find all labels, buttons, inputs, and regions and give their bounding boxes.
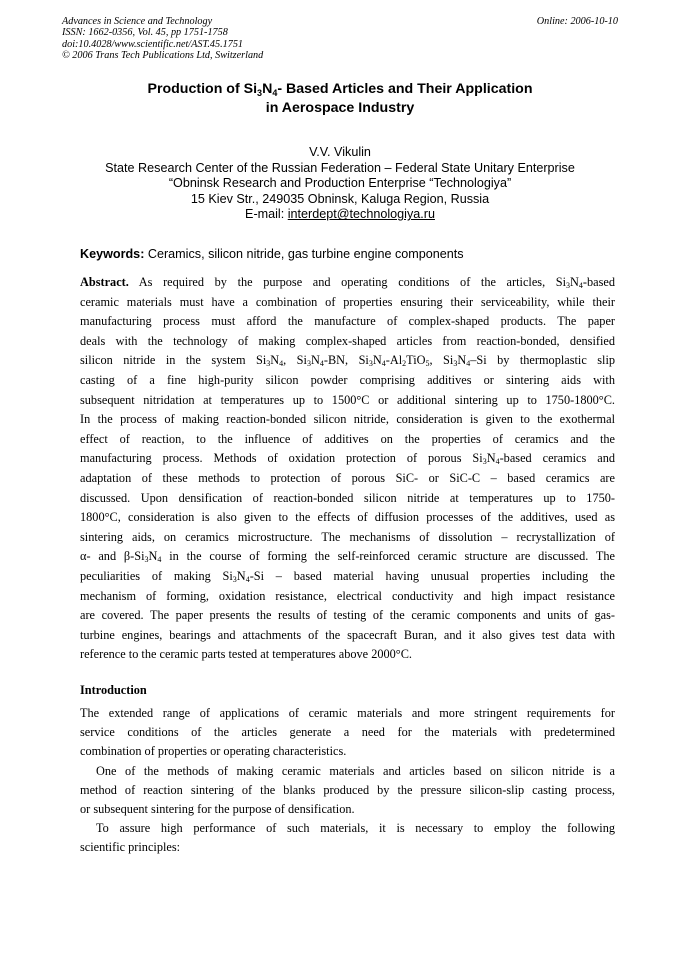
abstract-line: α- and $\beta-Si_3N_4$ in the course of forming the self-reinforced ceramic structure are discussed. The <box>80 549 615 565</box>
online-date: Online: 2006-10-10 <box>536 16 618 27</box>
affiliation-line-2: “Obninsk Research and Production Enterprise “Technologiya” <box>168 176 512 191</box>
keywords-line <box>80 246 620 262</box>
abstract-paragraph <box>80 273 615 665</box>
affiliation-line-1: State Research Center of the Russian Federation – Federal State Unitary Enterprise <box>105 160 575 175</box>
intro-line: The extended range of applications of ceramic materials and more stringent requirements for <box>80 706 615 720</box>
intro-line: combination of properties or operating characteristics. <box>80 744 347 759</box>
copyright-line: © 2006 Trans Tech Publications Ltd, Switzerland <box>62 50 264 62</box>
intro-line: method of reaction sintering of the blanks produced by the pressure silicon-slip casting process, <box>80 782 615 797</box>
abstract-line: In the process of making reaction-bonded silicon nitride, consideration is given to the exothermal <box>80 412 615 427</box>
abstract-line: manufacturing process must afford the manufacture of complex-shaped products. The paper <box>80 314 615 329</box>
abstract-line: are covered. The paper presents the results of testing of the ceramic components and units of gas- <box>80 608 615 623</box>
author-name: V.V. Vikulin <box>309 145 371 159</box>
abstract-line: peculiarities of making $Si_3N_4-Si$ – based material having unusual properties including the <box>80 568 615 584</box>
introduction-heading: Introduction <box>80 683 147 697</box>
journal-name: Advances in Science and Technology <box>62 16 213 27</box>
abstract-line: casting of a fine high-purity silicon powder comprising additives or sintering aids with <box>80 372 615 387</box>
author-block <box>62 145 618 223</box>
abstract-line: discussed. Upon densification of reaction-bonded silicon nitride at temperatures up to 1750- <box>80 490 615 505</box>
abstract-line: effect of reaction, to the influence of additives on the properties of ceramics and the <box>80 431 615 446</box>
abstract-line: deals with the technology of making complex-shaped articles from reaction-bonded, densified <box>80 333 615 348</box>
intro-line: service conditions of the articles generate a need for the materials with predetermined <box>80 725 615 740</box>
email-label: E-mail: <box>245 207 288 222</box>
abstract-line: mechanism of forming, oxidation resistance, electrical conductivity and high impact resistance <box>80 588 615 603</box>
abstract-line: adaptation of these methods to protection of porous SiC- or SiC-C – based ceramics are <box>80 470 615 485</box>
address-line: 15 Kiev Str., 249035 Obninsk, Kaluga Region, Russia <box>190 191 490 206</box>
title-line-2: in Aerospace Industry <box>265 100 415 116</box>
abstract-line: silicon nitride in the system $Si_3N_4$, $Si_3N_4-BN$, $Si_3N_4-Al_2TiO_5$, $Si_3N_4-Si$ by thermoplastic slip <box>80 353 615 369</box>
intro-line: scientific principles: <box>80 840 181 855</box>
title-line-1: Production of $Si_3N_4-$ Based Articles and Their Application <box>147 81 533 98</box>
keywords-text: Ceramics, silicon nitride, gas turbine engine components <box>144 247 464 261</box>
abstract-line: 1800°C, consideration is also given to the effects of diffusion processes of the additives, used as <box>80 510 615 525</box>
email-link[interactable]: interdept@technologiya.ru <box>287 207 435 222</box>
abstract-line: sintering aids, on ceramics microstructure. The mechanisms of dissolution – recrystallization of <box>80 529 615 544</box>
abstract-label: Abstract. <box>80 275 129 289</box>
abstract-line: reference to the ceramic parts tested at temperatures above 2000°C. <box>80 647 412 662</box>
paper-title <box>62 80 618 118</box>
introduction-paragraph <box>80 704 615 858</box>
doi-line: doi:10.4028/www.scientific.net/AST.45.1751 <box>62 38 244 50</box>
email-line <box>62 207 618 223</box>
journal-header <box>62 16 618 62</box>
abstract-line: manufacturing process. Methods of oxidation protection of porous $Si_3N_4$-based ceramics and <box>80 451 615 467</box>
intro-line: One of the methods of making ceramic materials and articles based on silicon nitride is a <box>96 763 615 778</box>
abstract-line: turbine engines, bearings and attachments of the spacecraft Buran, and it also gives test data with <box>80 627 615 642</box>
intro-line: To assure high performance of such materials, it is necessary to employ the following <box>96 821 615 836</box>
keywords-label: Keywords: <box>80 247 145 261</box>
issn-line: ISSN: 1662-0356, Vol. 45, pp 1751-1758 <box>62 27 228 39</box>
abstract-line: ceramic materials must have a combination of properties ensuring their serviceability, while their <box>80 294 615 309</box>
intro-line: or subsequent sintering for the purpose of densification. <box>80 801 355 816</box>
abstract-line: subsequent nitridation at temperatures up to 1500°C or additional sintering up to 1750-1800°C. <box>80 392 615 407</box>
abstract-line: Abstract. As required by the purpose and operating conditions of the articles, $Si_3N_4$-based <box>80 275 615 290</box>
